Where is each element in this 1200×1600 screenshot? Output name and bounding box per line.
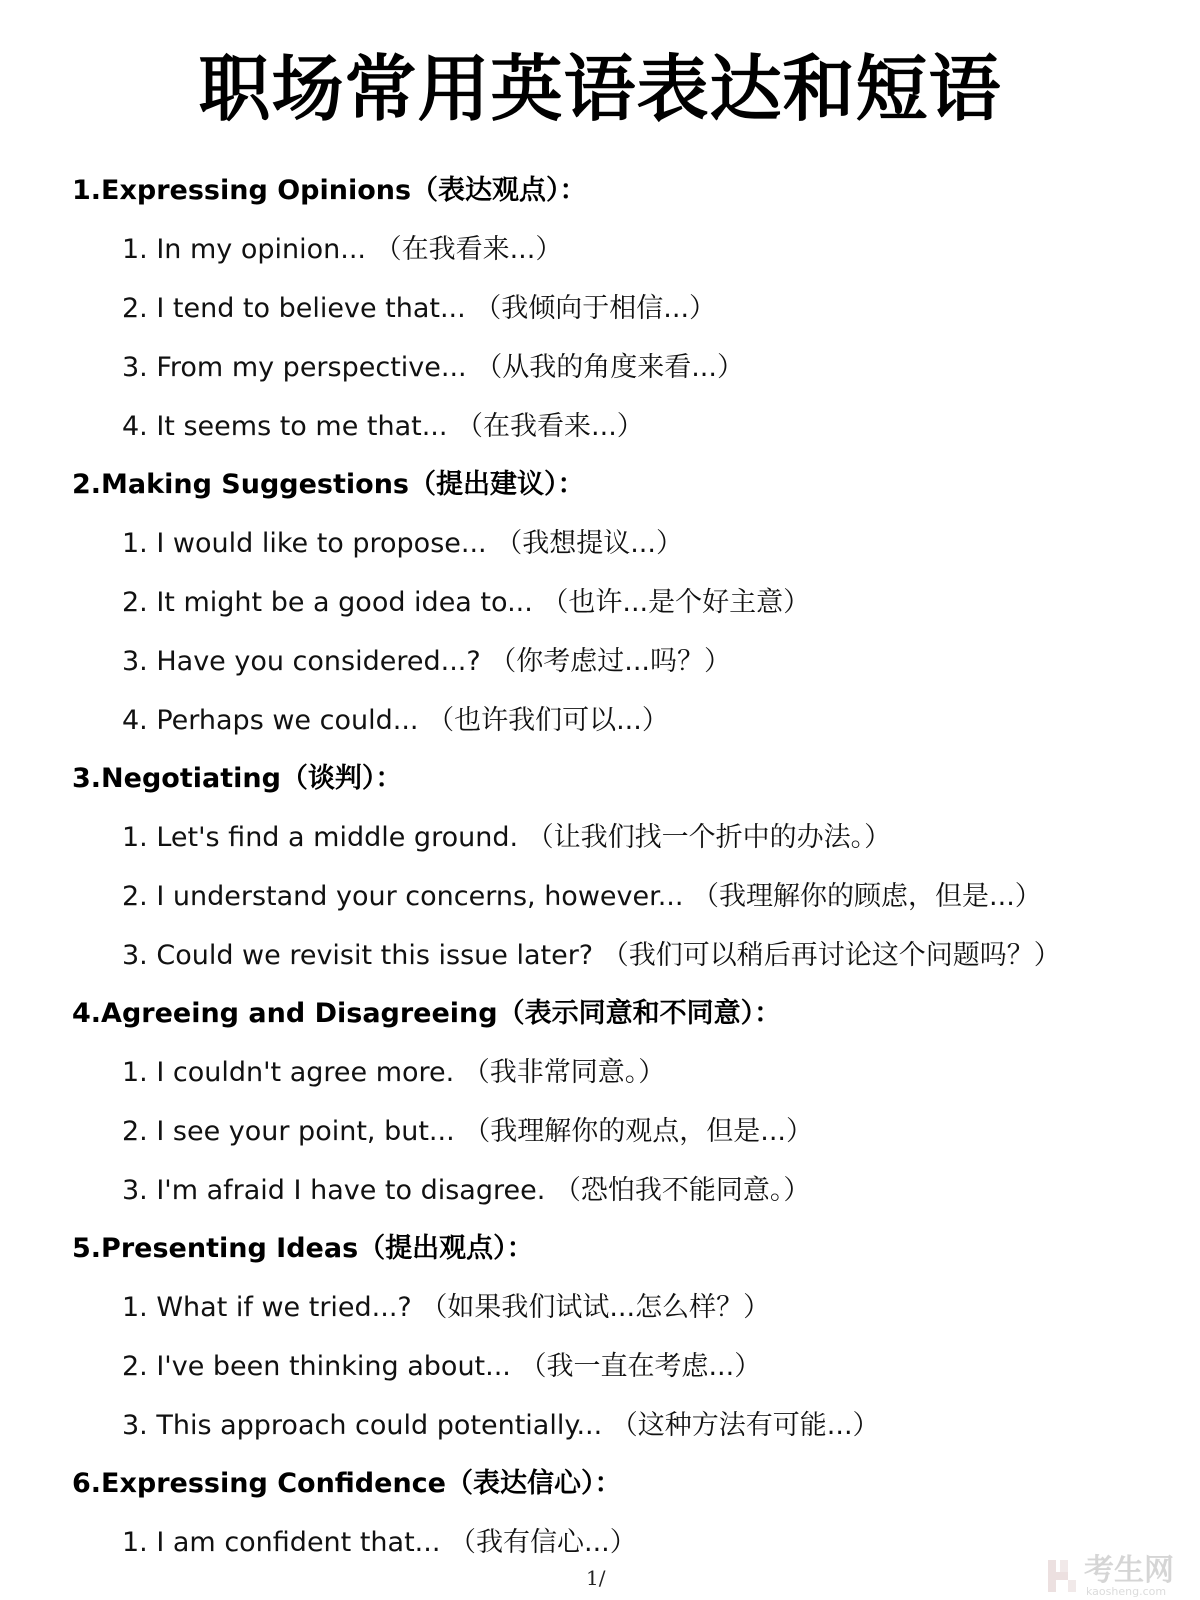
phrase-item: 1. What if we tried...? （如果我们试试...怎么样？）	[122, 1292, 771, 1323]
phrase-item: 2. It might be a good idea to... （也许...是个好主意）	[122, 587, 811, 618]
section-heading-presenting-ideas: 5.Presenting Ideas（提出观点）：	[72, 1233, 534, 1264]
section-heading-making-suggestions: 2.Making Suggestions（提出建议）：	[72, 469, 585, 500]
phrase-item: 1. Let's find a middle ground. （让我们找一个折中的办法。）	[122, 822, 892, 853]
phrase-item: 3. Could we revisit this issue later? （我们可以稍后再讨论这个问题吗？）	[122, 940, 1061, 971]
phrase-item: 2. I tend to believe that... （我倾向于相信...）	[122, 293, 717, 324]
phrase-item: 3. I'm afraid I have to disagree. （恐怕我不能同意。）	[122, 1175, 811, 1206]
phrase-item: 2. I understand your concerns, however... （我理解你的顾虑，但是...）	[122, 881, 1042, 912]
phrase-item: 4. Perhaps we could... （也许我们可以...）	[122, 705, 669, 736]
phrase-item: 2. I've been thinking about... （我一直在考虑...）	[122, 1351, 762, 1382]
phrase-item: 3. From my perspective... （从我的角度来看...）	[122, 352, 744, 383]
page-number: 1/	[586, 1566, 606, 1590]
section-heading-negotiating: 3.Negotiating（谈判）：	[72, 763, 403, 794]
phrase-item: 1. I would like to propose... （我想提议...）	[122, 528, 683, 559]
watermark-text: 考生网	[1084, 1553, 1174, 1588]
phrase-item: 3. This approach could potentially... （这种方法有可能...）	[122, 1410, 880, 1441]
watermark-subtext: kaosheng.com	[1086, 1585, 1167, 1598]
section-heading-agreeing-disagreeing: 4.Agreeing and Disagreeing（表示同意和不同意）：	[72, 998, 782, 1029]
watermark-logo-icon	[1046, 1558, 1078, 1594]
phrase-item: 4. It seems to me that... （在我看来...）	[122, 411, 644, 442]
phrase-item: 3. Have you considered...? （你考虑过...吗？）	[122, 646, 732, 677]
phrase-item: 1. I couldn't agree more. （我非常同意。）	[122, 1057, 666, 1088]
phrase-item: 2. I see your point, but... （我理解你的观点，但是...）	[122, 1116, 813, 1147]
phrase-item: 1. I am confident that... （我有信心...）	[122, 1527, 637, 1558]
page-title: 职场常用英语表达和短语	[198, 47, 1002, 131]
section-heading-expressing-opinions: 1.Expressing Opinions（表达观点）：	[72, 175, 587, 206]
phrase-list	[0, 162, 1200, 1572]
watermark	[1046, 1554, 1196, 1598]
section-heading-expressing-confidence: 6.Expressing Confidence（表达信心）：	[72, 1468, 622, 1499]
phrase-item: 1. In my opinion... （在我看来...）	[122, 234, 563, 265]
